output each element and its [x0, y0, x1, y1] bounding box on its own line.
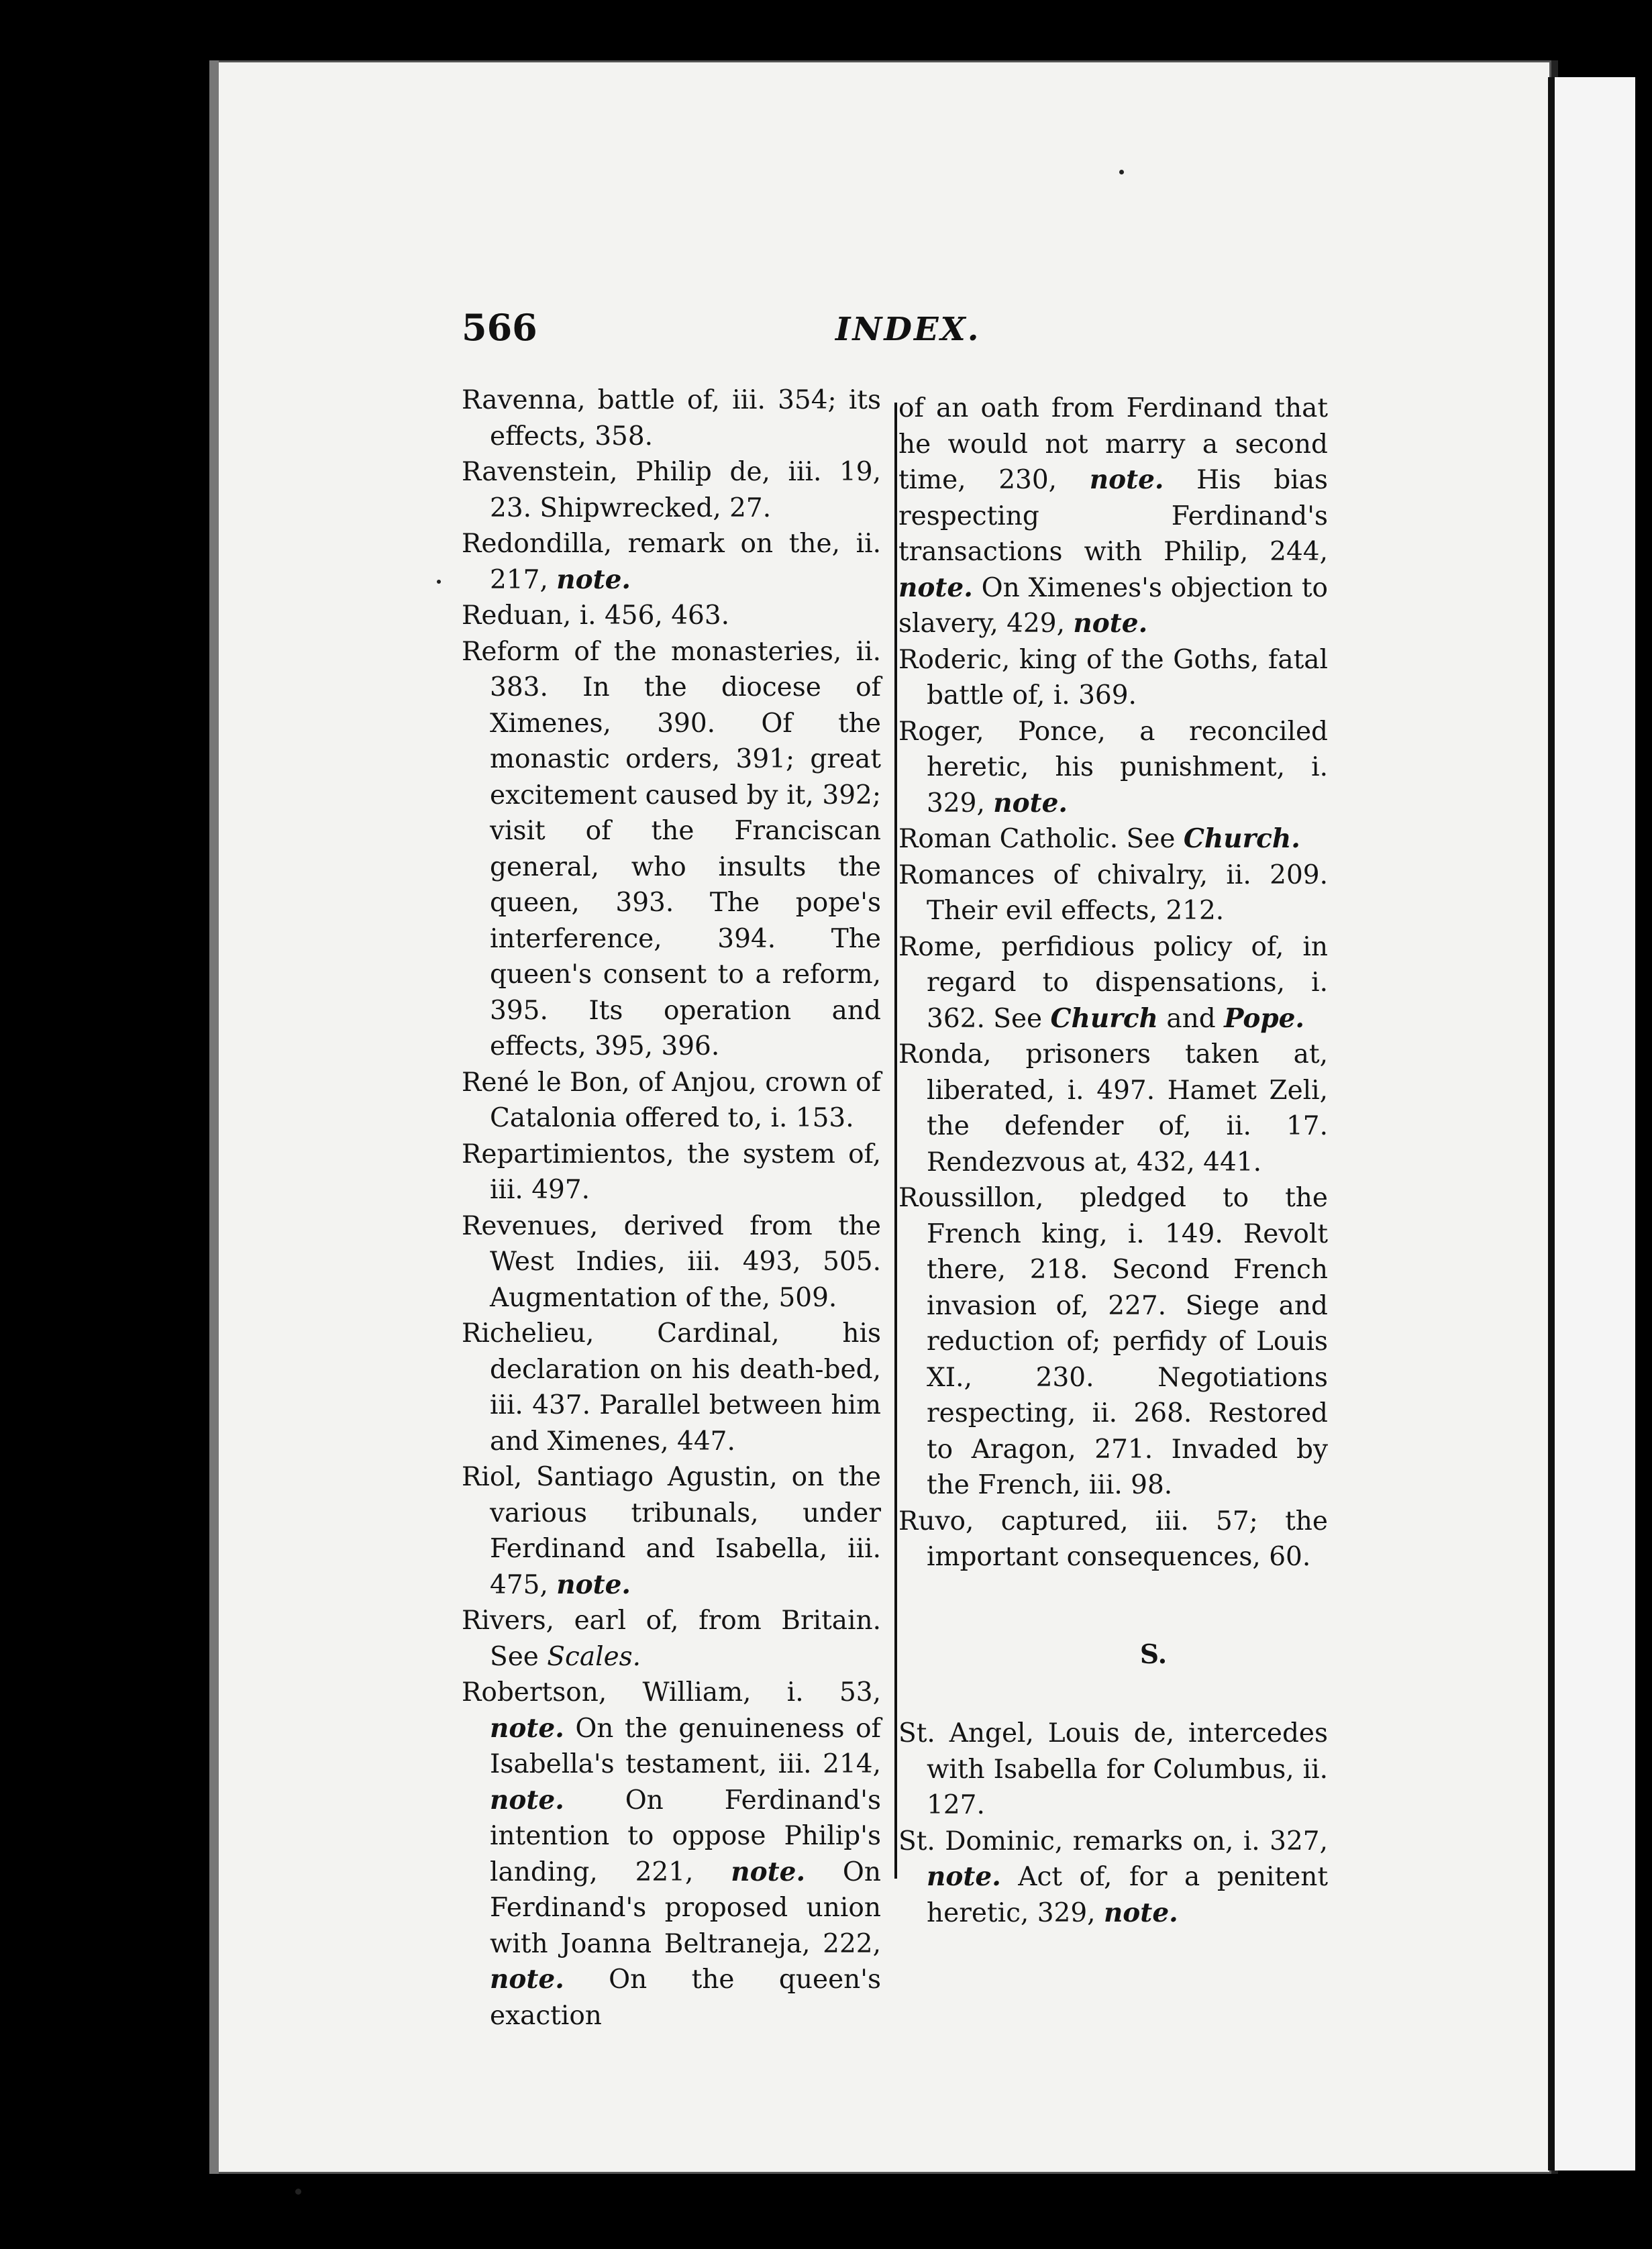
entry-text: On Ferdinand's intention to oppose Philip's landing, 221, [490, 1785, 881, 1887]
index-entry [462, 382, 881, 454]
note-marker: note. [490, 1784, 564, 1816]
entry-text: Roger, Ponce, a reconciled heretic, his punishment, i. 329, [898, 716, 1328, 819]
index-entry [462, 1208, 881, 1316]
index-entry [898, 1037, 1328, 1180]
index-entry [462, 526, 881, 598]
index-entry [462, 1603, 881, 1675]
running-head: INDEX. [835, 311, 981, 348]
index-entry [898, 857, 1328, 929]
entry-text: On Ximenes's objection to slavery, 429, [898, 572, 1328, 639]
index-entry [462, 1065, 881, 1137]
note-marker: Pope. [1224, 1002, 1305, 1034]
index-entry [462, 1675, 881, 2034]
note-marker: note. [490, 1964, 564, 1995]
index-entry [898, 1716, 1328, 1824]
entry-text: On the genuineness of Isabella's testament, iii. 214, [490, 1713, 881, 1779]
column-rule [894, 403, 897, 1879]
entry-text: Romances of chivalry, ii. 209. Their evil effects, 212. [898, 859, 1328, 926]
index-entry [898, 1504, 1328, 1575]
note-marker: note. [490, 1712, 564, 1744]
entry-text: Richelieu, Cardinal, his declaration on his death-bed, iii. 437. Parallel between him and Ximenes, 447. [462, 1318, 881, 1457]
speck [1119, 170, 1124, 174]
note-marker: Church. [1183, 823, 1300, 854]
index-entry [898, 1824, 1328, 1932]
entry-text: Act of, for a penitent heretic, 329, [927, 1862, 1328, 1928]
entry-text: His bias respecting Ferdinand's transactions with Philip, 244, [898, 465, 1329, 567]
index-column-right [898, 390, 1328, 1931]
index-entry [898, 642, 1328, 714]
entry-text: On Ferdinand's proposed union with Joanna Beltraneja, 222, [490, 1856, 881, 1959]
index-entry [898, 821, 1328, 857]
facing-page-edge [1548, 77, 1635, 2170]
note-marker: note. [1103, 1897, 1178, 1928]
entry-text: St. Angel, Louis de, intercedes with Isabella for Columbus, ii. 127. [898, 1718, 1328, 1820]
index-entry [462, 454, 881, 526]
note-marker: note. [898, 572, 973, 603]
entry-text: Ravenna, battle of, iii. 354; its effects, 358. [462, 385, 881, 452]
note-marker: note. [1089, 464, 1164, 495]
index-entry [898, 714, 1328, 822]
index-entry [462, 634, 881, 1065]
entry-text: Robertson, William, i. 53, [462, 1677, 881, 1708]
italic-ref: Scales. [547, 1641, 641, 1672]
section-heading: S. [1139, 1638, 1168, 1670]
entry-text: and [1157, 1003, 1225, 1034]
note-marker: Church [1050, 1002, 1158, 1034]
note-marker: note. [731, 1856, 806, 1887]
index-entry [462, 598, 881, 634]
index-entry [462, 1137, 881, 1208]
note-marker: note. [927, 1861, 1001, 1892]
entry-text: Ronda, prisoners taken at, liberated, i. 497. Hamet Zeli, the defender of, ii. 17. Rendezvous at, 432, 441. [898, 1039, 1328, 1178]
entry-text: Reform of the monasteries, ii. 383. In the diocese of Ximenes, 390. Of the monastic orders, 391; great excitement caused by it, 392; visit of the Franciscan general, who insults the queen, 393. The pope's interference, 394. The queen's consent to a reform, 395. Its operation and effects, 395, 396. [462, 636, 881, 1061]
entry-text: Revenues, derived from the West Indies, iii. 493, 505. Augmentation of the, 509. [462, 1210, 881, 1313]
entry-text: St. Dominic, remarks on, i. 327, [898, 1826, 1328, 1856]
entry-text: Riol, Santiago Agustin, on the various tribunals, under Ferdinand and Isabella, iii. 475, [462, 1462, 881, 1600]
note-marker: note. [993, 787, 1068, 819]
entry-text: René le Bon, of Anjou, crown of Catalonia offered to, i. 153. [462, 1067, 881, 1133]
speck [295, 2189, 301, 2195]
index-column-left [462, 382, 881, 2034]
entry-text: Rivers, earl of, from Britain. See [462, 1606, 881, 1672]
index-entry [898, 1180, 1328, 1504]
entry-text: Redondilla, remark on the, ii. 217, [462, 529, 881, 595]
entry-text: Rome, perfidious policy of, in regard to dispensations, i. 362. See [898, 931, 1328, 1034]
index-entry-continued [898, 390, 1328, 642]
index-entry [462, 1459, 881, 1603]
index-entry [898, 929, 1328, 1037]
index-entry [462, 1316, 881, 1459]
entry-text: Roderic, king of the Goths, fatal battle of, i. 369. [898, 644, 1328, 711]
book-page [209, 60, 1558, 2174]
note-marker: note. [556, 564, 631, 595]
page-number: 566 [462, 306, 537, 349]
page-edge [209, 60, 219, 2174]
note-marker: note. [1073, 608, 1148, 639]
entry-text: Roman Catholic. See [898, 824, 1184, 854]
entry-text: Roussillon, pledged to the French king, i. 149. Revolt there, 218. Second French invasion of, 227. Siege and reduction of; perfidy of Louis XI., 230. Negotiations respecting, ii. 268. Restored to Aragon, 271. Invaded by the French, iii. 98. [898, 1183, 1328, 1500]
entry-text: Reduan, i. 456, 463. [462, 600, 730, 631]
entry-text: Repartimientos, the system of, iii. 497. [462, 1139, 881, 1205]
entry-text: Ruvo, captured, iii. 57; the important consequences, 60. [898, 1506, 1328, 1572]
entry-text: Ravenstein, Philip de, iii. 19, 23. Shipwrecked, 27. [462, 457, 881, 523]
entry-text: On the queen's exaction [490, 1965, 881, 2031]
speck [437, 580, 441, 584]
entry-text: of an oath from Ferdinand that he would not marry a second time, 230, [898, 393, 1328, 495]
note-marker: note. [556, 1569, 631, 1600]
